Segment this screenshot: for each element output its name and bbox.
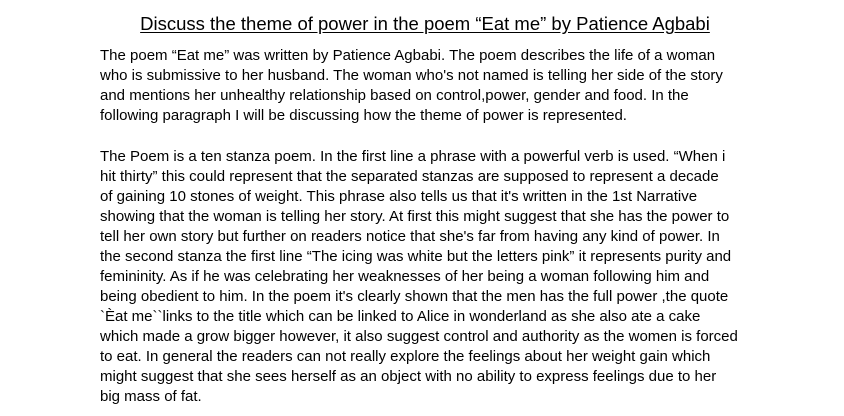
paragraph-line: the second stanza the first line “The icing was white but the letters pink” it represents purity and [100,248,732,265]
paragraph-line: showing that the woman is telling her story. At first this might suggest that she has the power to [100,208,730,225]
paragraph-line: femininity. As if he was celebrating her weaknesses of her being a woman following him and [100,268,710,285]
paragraph-line: to eat. In general the readers can not really explore the feelings about her weight gain which [100,348,711,365]
paragraph-line: tell her own story but further on readers notice that she's far from having any kind of power. In [100,228,720,245]
paragraph-line: hit thirty” this could represent that the separated stanzas are supposed to represent a decade [100,168,719,185]
paragraph-line: who is submissive to her husband. The woman who's not named is telling her side of the story [100,67,723,84]
paragraph-line: being obedient to him. In the poem it's clearly shown that the men has the full power ,the quote [100,288,729,305]
document-title: Discuss the theme of power in the poem “Eat me” by Patience Agbabi [140,13,710,34]
paragraph-line: might suggest that she sees herself as an object with no ability to express feelings due to her [100,368,717,385]
paragraph-line: which made a grow bigger however, it also suggest control and authority as the women is forced [100,328,738,345]
paragraph-intro [100,46,723,126]
paragraph-line: `Èat me``links to the title which can be linked to Alice in wonderland as she also ate a cake [100,308,701,325]
paragraph-line: The poem “Eat me” was written by Patience Agbabi. The poem describes the life of a woman [100,47,716,64]
paragraph-line: following paragraph I will be discussing how the theme of power is represented. [100,107,627,124]
paragraph-line: of gaining 10 stones of weight. This phrase also tells us that it's written in the 1st Narrative [100,188,698,205]
paragraph-line: and mentions her unhealthy relationship based on control,power, gender and food. In the [100,87,689,104]
paragraph-analysis [100,147,738,407]
paragraph-line: big mass of fat. [100,388,202,405]
paragraph-line: The Poem is a ten stanza poem. In the first line a phrase with a powerful verb is used. “When i [100,148,726,165]
